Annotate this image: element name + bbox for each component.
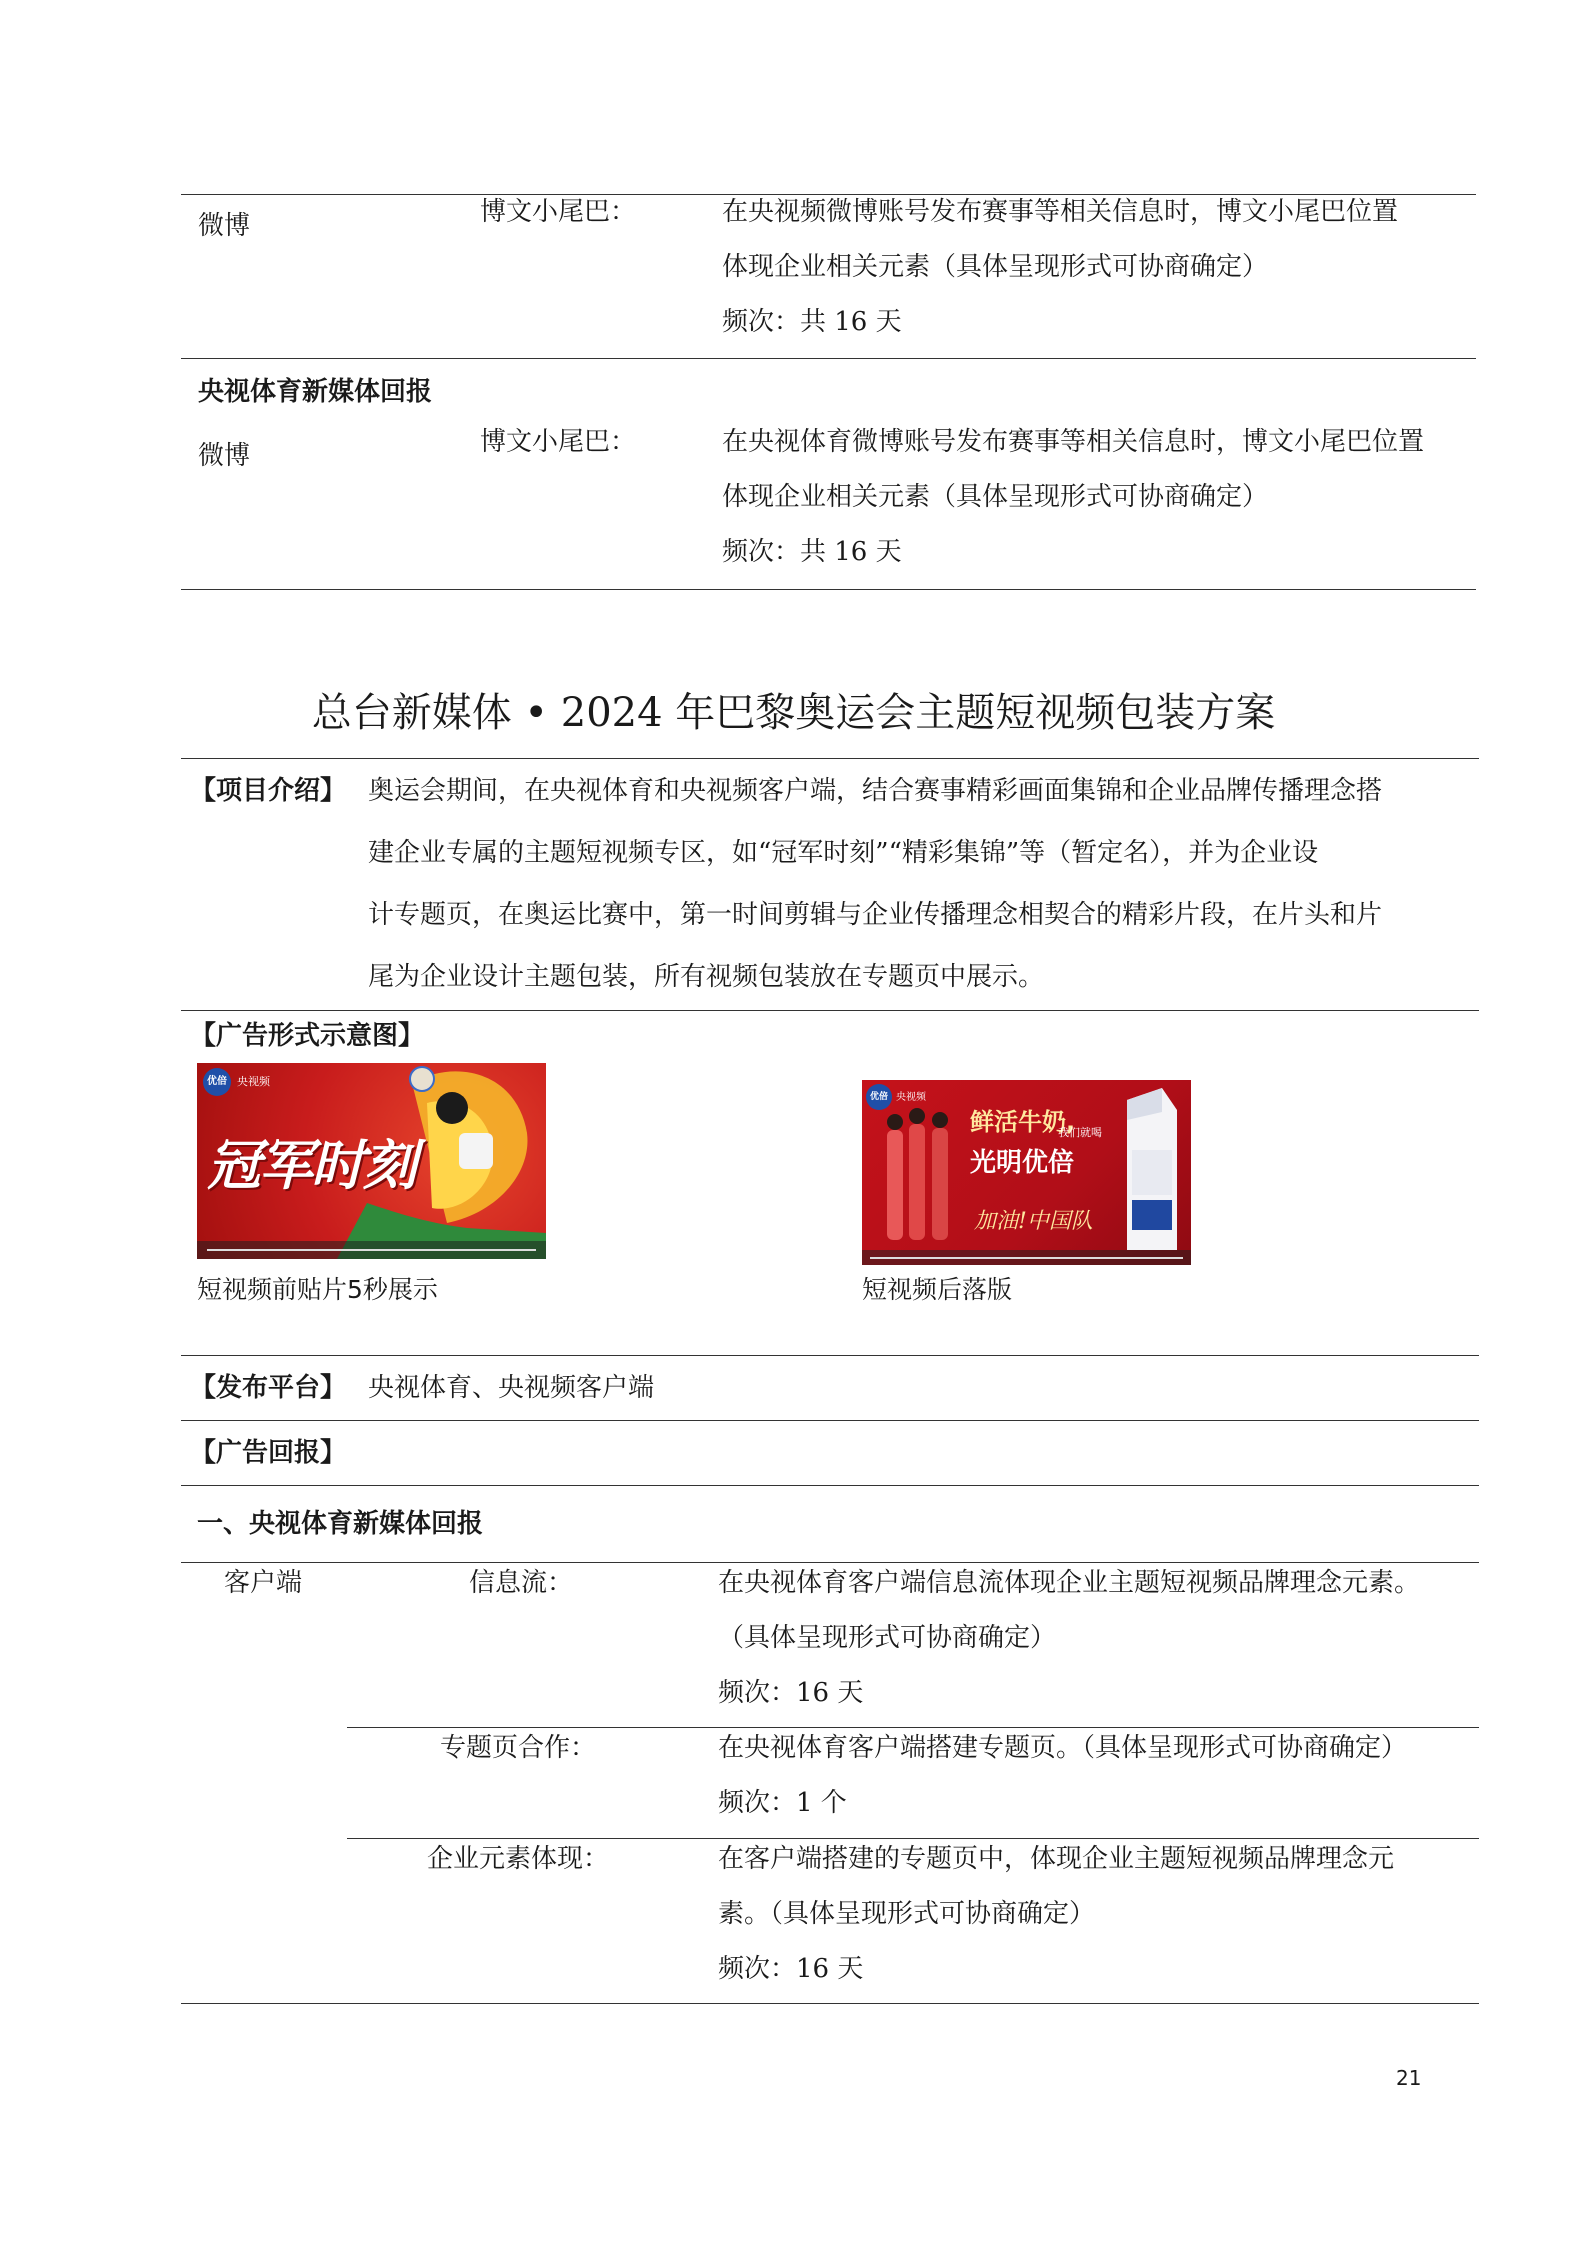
- endcard-slogan: 鲜活牛奶,: [970, 1108, 1076, 1136]
- intro-line: 尾为企业设计主题包装，所有视频包装放在专题页中展示。: [368, 962, 1045, 992]
- item-label: 专题页合作：: [440, 1733, 597, 1763]
- channel-logo: 央视频: [896, 1092, 926, 1103]
- row-divider: [181, 358, 1476, 359]
- preroll-image: [197, 1063, 546, 1259]
- detail-line: 频次：16 天: [718, 1678, 864, 1708]
- table-top-rule: [181, 1562, 1479, 1563]
- platform-value: 央视体育、央视频客户端: [368, 1373, 655, 1403]
- table-top-rule: [181, 194, 1476, 195]
- row-divider: [347, 1727, 1479, 1728]
- endcard-image: [862, 1080, 1191, 1265]
- detail-line: 素。（具体呈现形式可协商确定）: [718, 1899, 1096, 1929]
- platform-weibo: 微博: [198, 441, 251, 471]
- table-bottom-rule: [181, 2003, 1479, 2004]
- item-label: 企业元素体现：: [427, 1844, 610, 1874]
- row-divider: [347, 1838, 1479, 1839]
- brand-logo: 优倍: [203, 1068, 231, 1096]
- section2-rule: [181, 1485, 1479, 1486]
- detail-line: 频次：共 16 天: [722, 537, 902, 567]
- intro-rule: [181, 1010, 1479, 1011]
- endcard-tagline: 加油!中国队: [974, 1209, 1093, 1234]
- detail-line: 在央视体育客户端信息流体现企业主题短视频品牌理念元素。: [718, 1568, 1421, 1598]
- detail-line: 体现企业相关元素（具体呈现形式可协商确定）: [722, 482, 1269, 512]
- returns-label: 【广告回报】: [190, 1438, 347, 1468]
- platform-label: 【发布平台】: [190, 1373, 347, 1403]
- channel-logo: 央视频: [237, 1075, 270, 1088]
- detail-line: 在央视体育微博账号发布赛事等相关信息时，博文小尾巴位置: [722, 427, 1425, 457]
- item-label: 博文小尾巴：: [480, 197, 637, 227]
- detail-line: 频次：1 个: [718, 1788, 847, 1818]
- detail-line: （具体呈现形式可协商确定）: [718, 1623, 1057, 1653]
- preroll-caption: 短视频前贴片5秒展示: [197, 1275, 438, 1304]
- platform-rule: [181, 1355, 1479, 1356]
- title-rule: [181, 758, 1479, 759]
- brand-logo: 优倍: [866, 1084, 892, 1110]
- section-header: 央视体育新媒体回报: [198, 377, 433, 407]
- endcard-brand: 光明优倍: [970, 1148, 1075, 1178]
- section-header: 一、央视体育新媒体回报: [197, 1509, 484, 1539]
- endcard-slogan-sub: 我们就喝: [1058, 1126, 1102, 1139]
- detail-line: 体现企业相关元素（具体呈现形式可协商确定）: [722, 252, 1269, 282]
- intro-line: 奥运会期间，在央视体育和央视频客户端，结合赛事精彩画面集锦和企业品牌传播理念搭: [368, 776, 1383, 806]
- platform-weibo: 微博: [198, 211, 251, 241]
- detail-line: 频次：共 16 天: [722, 307, 902, 337]
- intro-line: 建企业专属的主题短视频专区，如“冠军时刻”“精彩集锦”等（暂定名），并为企业设: [368, 838, 1319, 868]
- intro-line: 计专题页，在奥运比赛中，第一时间剪辑与企业传播理念相契合的精彩片段，在片头和片: [368, 900, 1383, 930]
- detail-line: 在央视频微博账号发布赛事等相关信息时，博文小尾巴位置: [722, 197, 1399, 227]
- detail-line: 频次：16 天: [718, 1954, 864, 1984]
- platform-client: 客户端: [224, 1568, 303, 1598]
- intro-label: 【项目介绍】: [190, 776, 347, 806]
- page-number: 21: [1396, 2066, 1422, 2090]
- table-bottom-rule: [181, 589, 1476, 590]
- page-title: 总台新媒体 • 2024 年巴黎奥运会主题短视频包装方案: [311, 690, 1276, 736]
- detail-line: 在央视体育客户端搭建专题页。（具体呈现形式可协商确定）: [718, 1733, 1408, 1763]
- item-label: 信息流：: [469, 1568, 574, 1598]
- returns-rule: [181, 1420, 1479, 1421]
- item-label: 博文小尾巴：: [480, 427, 637, 457]
- ad-form-label: 【广告形式示意图】: [190, 1021, 425, 1051]
- detail-line: 在客户端搭建的专题页中，体现企业主题短视频品牌理念元: [718, 1844, 1395, 1874]
- preroll-slogan: 冠军时刻: [207, 1133, 415, 1197]
- endcard-caption: 短视频后落版: [862, 1275, 1013, 1304]
